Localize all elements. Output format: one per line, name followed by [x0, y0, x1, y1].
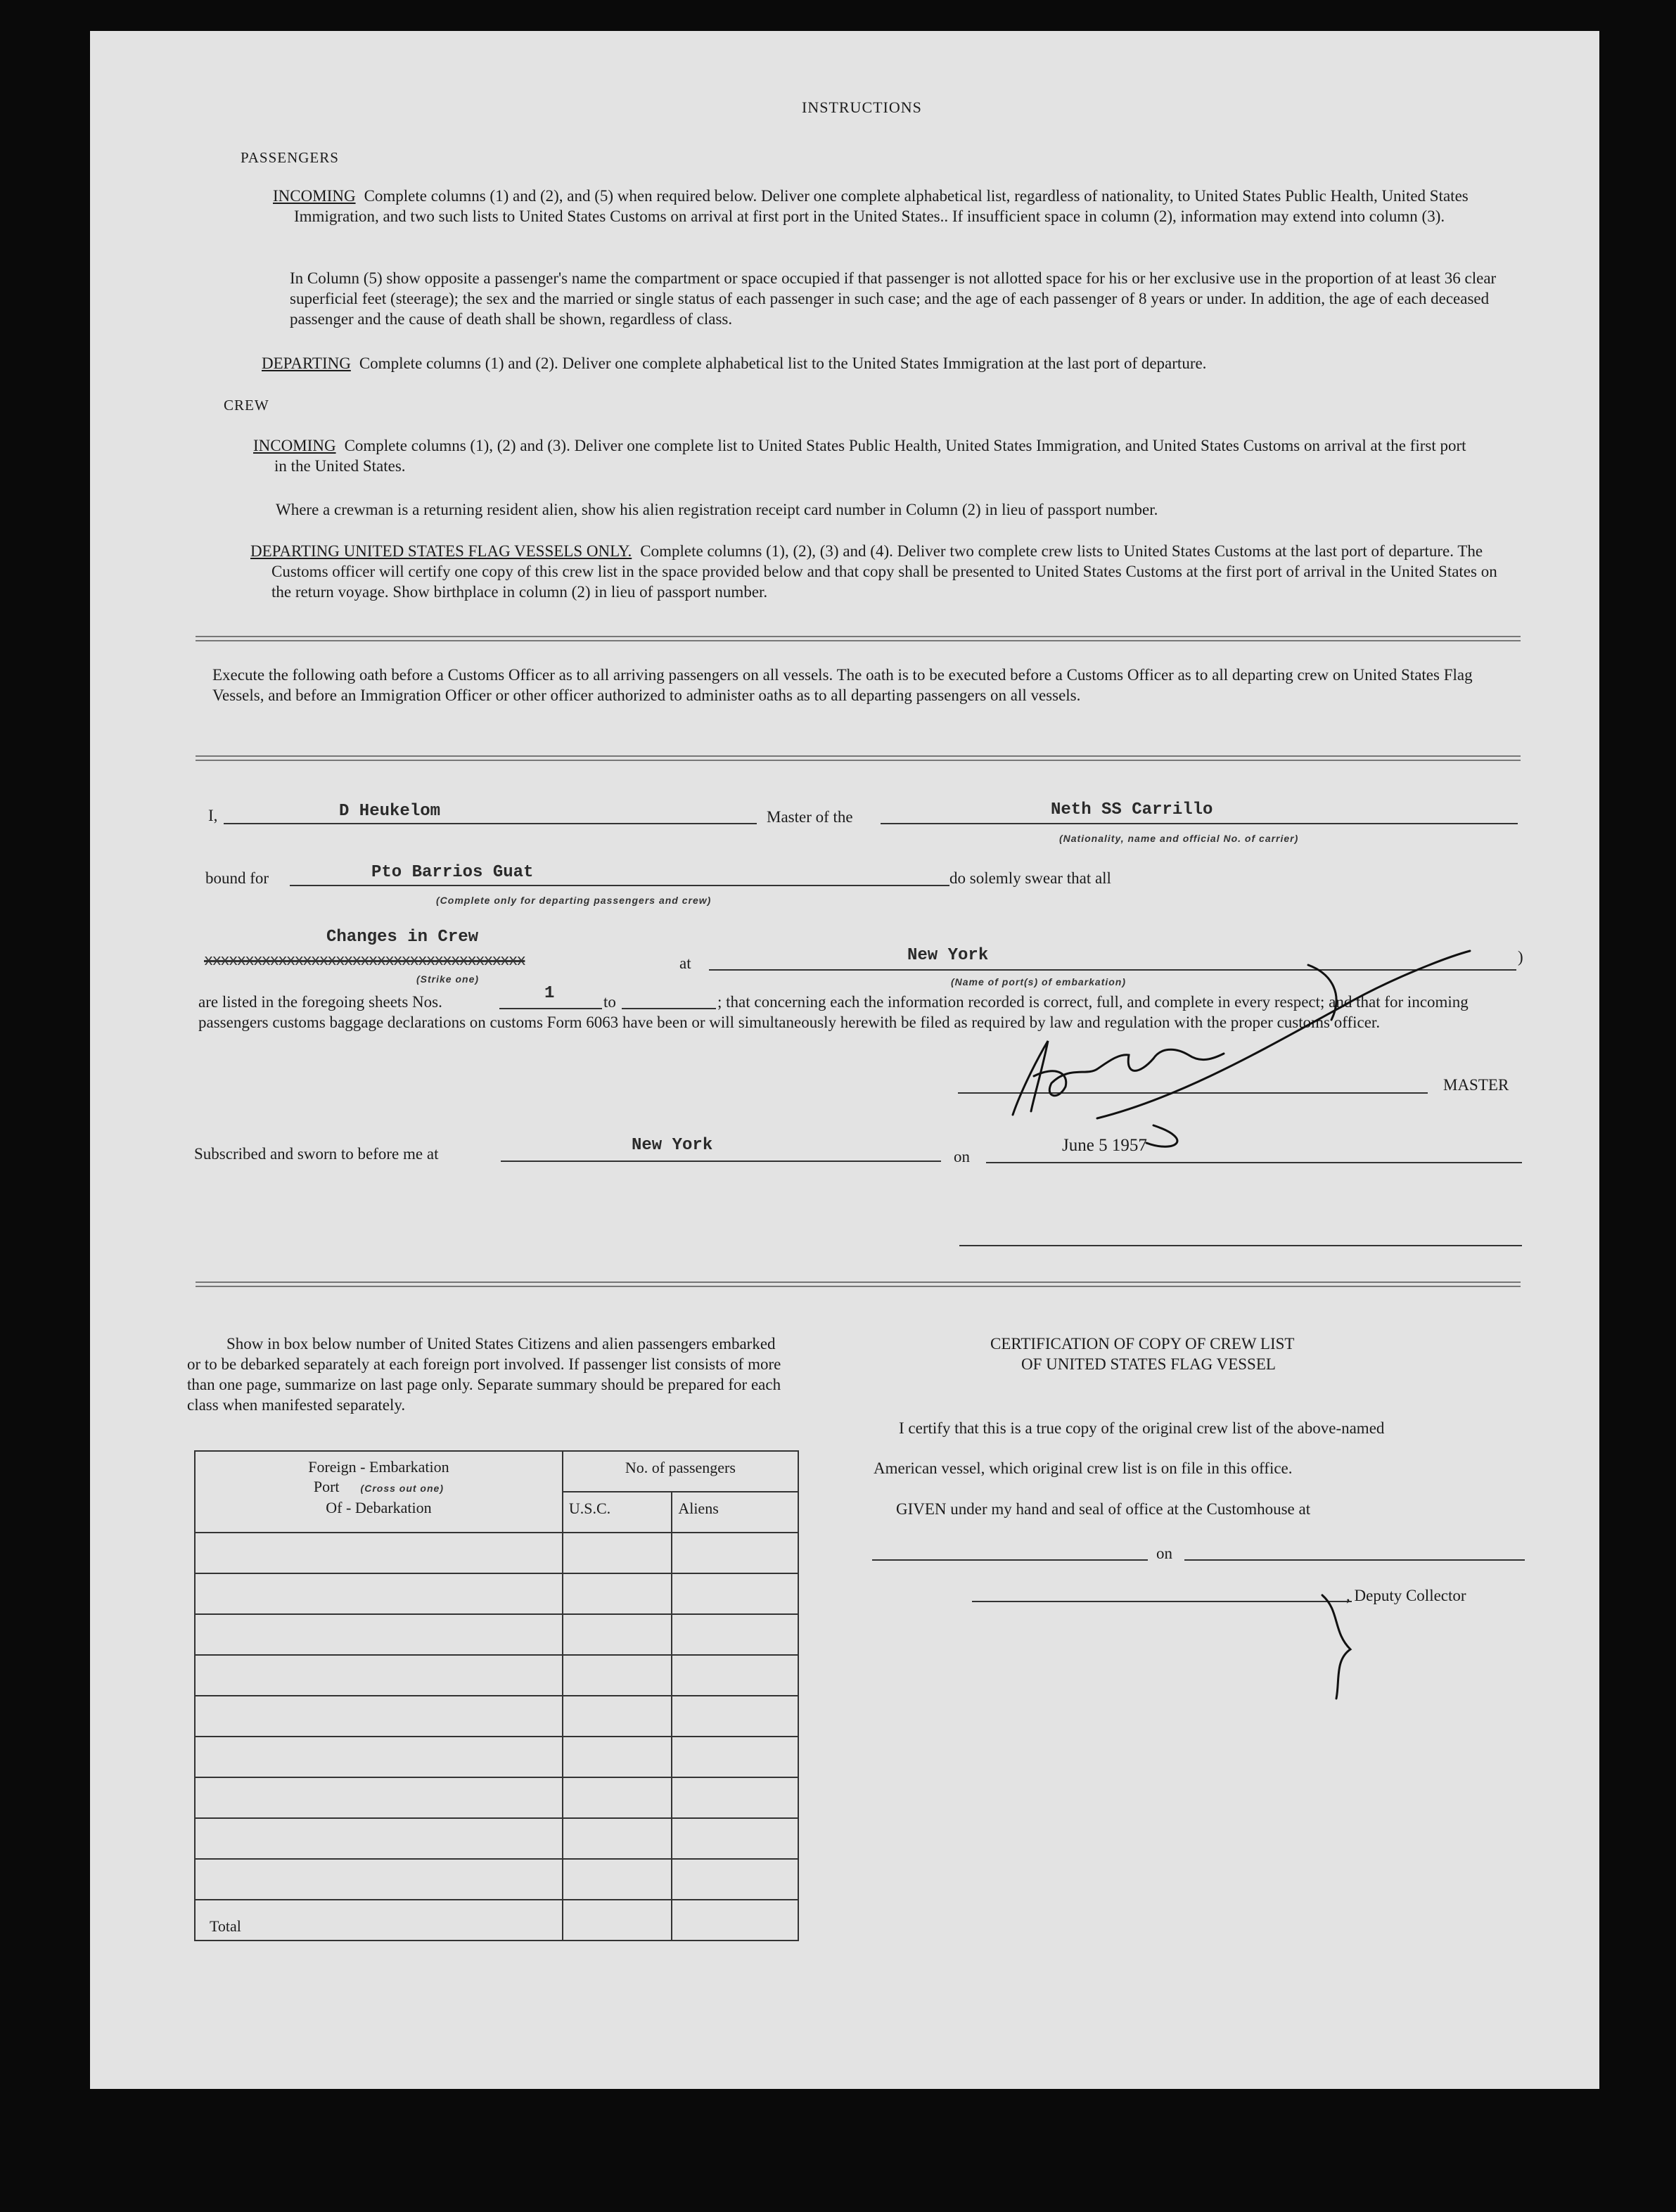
summary-instruction: Show in box below number of United States Citizens and alien passengers embarked or to be debarked separately at each foreign port involved. If passenger list consists of more than one page, summarize on last page only. Separate summary should be prepared for each class when manifested separately.: [187, 1335, 781, 1414]
total-row: Total: [195, 1900, 798, 1941]
oath-paragraph-text: ; that concerning each the information recorded is correct, full, and complete in every respect; and that for incoming passengers customs baggage declarations on customs Form 6063 have been or will simultaneously herewith be filed as required by law and regulation with the proper customs officer.: [198, 993, 1469, 1031]
subscribed-label: Subscribed and sworn to before me at: [194, 1145, 439, 1163]
usc-column-header: U.S.C.: [563, 1492, 672, 1533]
crew-incoming-text: Complete columns (1), (2) and (3). Deliver one complete list to United States Public Health, United States Immigration, and United States Customs on arrival at the first port in the United States.: [274, 437, 1466, 475]
certification-on-label: on: [1156, 1545, 1172, 1562]
strike-caption: (Strike one): [416, 973, 480, 985]
port-value: New York: [907, 946, 989, 965]
to-label: to: [603, 993, 616, 1011]
bound-for-label: bound for: [205, 869, 269, 887]
certification-text-1: I certify that this is a true copy of the original crew list of the above-named: [899, 1419, 1385, 1437]
passengers-incoming-text: Complete columns (1) and (2), and (5) when required below. Deliver one complete alphabetical list, regardless of nationality, to United States Public Health, United States Immigration, and two such lists to United States Customs on arrival at first port in the United States.. If insufficient space in column (2), information may extend into column (3).: [294, 187, 1469, 225]
passengers-departing-text: Complete columns (1) and (2). Deliver one complete alphabetical list to the United States Immigration at the last port of departure.: [359, 354, 1207, 372]
crew-heading: CREW: [224, 397, 269, 414]
master-of-label: Master of the: [767, 808, 853, 826]
close-paren: ): [1518, 948, 1523, 966]
bound-for-value: Pto Barrios Guat: [371, 863, 534, 882]
crew-incoming-label: INCOMING: [253, 437, 336, 454]
struck-out-text: xxxxxxxxxxxxxxxxxxxxxxxxxxxxxxxxxxxxxxx: [204, 952, 525, 970]
oath-instructions: Execute the following oath before a Customs Officer as to all arriving passengers on all vessels. The oath is to be executed before a Customs Officer as to all departing crew on United States Flag Vessels, and before an Immigration Officer or other officer authorized to administer oaths as to all departing passengers on all vessels.: [212, 666, 1473, 704]
aliens-column-header: Aliens: [672, 1492, 798, 1533]
vessel-value: Neth SS Carrillo: [1051, 800, 1213, 819]
sworn-on-label: on: [954, 1148, 970, 1165]
column5-paragraph: In Column (5) show opposite a passenger's name the compartment or space occupied if that passenger is not allotted space for his or her exclusive use in the proportion of at least 36 clear superficial feet (steerage); the sex and the married or single status of each passenger in such case; and the age of each passenger of 8 years or under. In addition, the age of each deceased passenger and the cause of death shall be shown, regardless of class.: [290, 269, 1497, 328]
sworn-place-value: New York: [632, 1136, 713, 1155]
deputy-collector-label: , Deputy Collector: [1346, 1587, 1466, 1604]
changes-in-crew-value: Changes in Crew: [326, 928, 479, 947]
port-column-header: Foreign - Embarkation Port (Cross out one) Of - Debarkation: [195, 1451, 563, 1533]
crew-departing-label: DEPARTING UNITED STATES FLAG VESSELS ONLY.: [250, 542, 632, 560]
certification-text-2: American vessel, which original crew list is on file in this office.: [874, 1459, 1293, 1477]
bound-for-caption: (Complete only for departing passengers and crew): [436, 895, 712, 906]
vessel-caption: (Nationality, name and official No. of carrier): [1059, 833, 1299, 844]
crew-resident-paragraph: Where a crewman is a returning resident alien, show his alien registration receipt card number in Column (2) in lieu of passport number.: [276, 501, 1158, 518]
certification-title-1: CERTIFICATION OF COPY OF CREW LIST: [990, 1335, 1295, 1353]
listed-label: are listed in the foregoing sheets Nos.: [198, 993, 442, 1011]
page-title: INSTRUCTIONS: [802, 98, 922, 116]
passengers-departing-label: DEPARTING: [262, 354, 351, 372]
oath-i-label: I,: [208, 807, 218, 824]
at-label: at: [679, 954, 691, 972]
swear-text: do solemly swear that all: [949, 869, 1111, 887]
certification-given: GIVEN under my hand and seal of office at the Customhouse at: [896, 1500, 1311, 1518]
certification-title-2: OF UNITED STATES FLAG VESSEL: [1021, 1355, 1276, 1373]
port-caption: (Name of port(s) of embarkation): [951, 976, 1127, 987]
sworn-date-value: June 5 1957: [1062, 1136, 1147, 1155]
passengers-heading: PASSENGERS: [241, 149, 339, 166]
sheet-from-value: 1: [544, 984, 555, 1003]
master-name-value: D Heukelom: [339, 802, 441, 821]
passengers-incoming-label: INCOMING: [273, 187, 356, 205]
crew-departing-text: Complete columns (1), (2), (3) and (4). Deliver two complete crew lists to United States Customs at the last port of departure. The Customs officer will certify one copy of this crew list in the space provided below and that copy shall be presented to United States Customs at the first port of arrival in the United States on the return voyage. Show birthplace in column (2) in lieu of passport number.: [271, 542, 1497, 601]
passengers-column-header: No. of passengers: [563, 1451, 798, 1492]
master-label: MASTER: [1443, 1076, 1509, 1094]
